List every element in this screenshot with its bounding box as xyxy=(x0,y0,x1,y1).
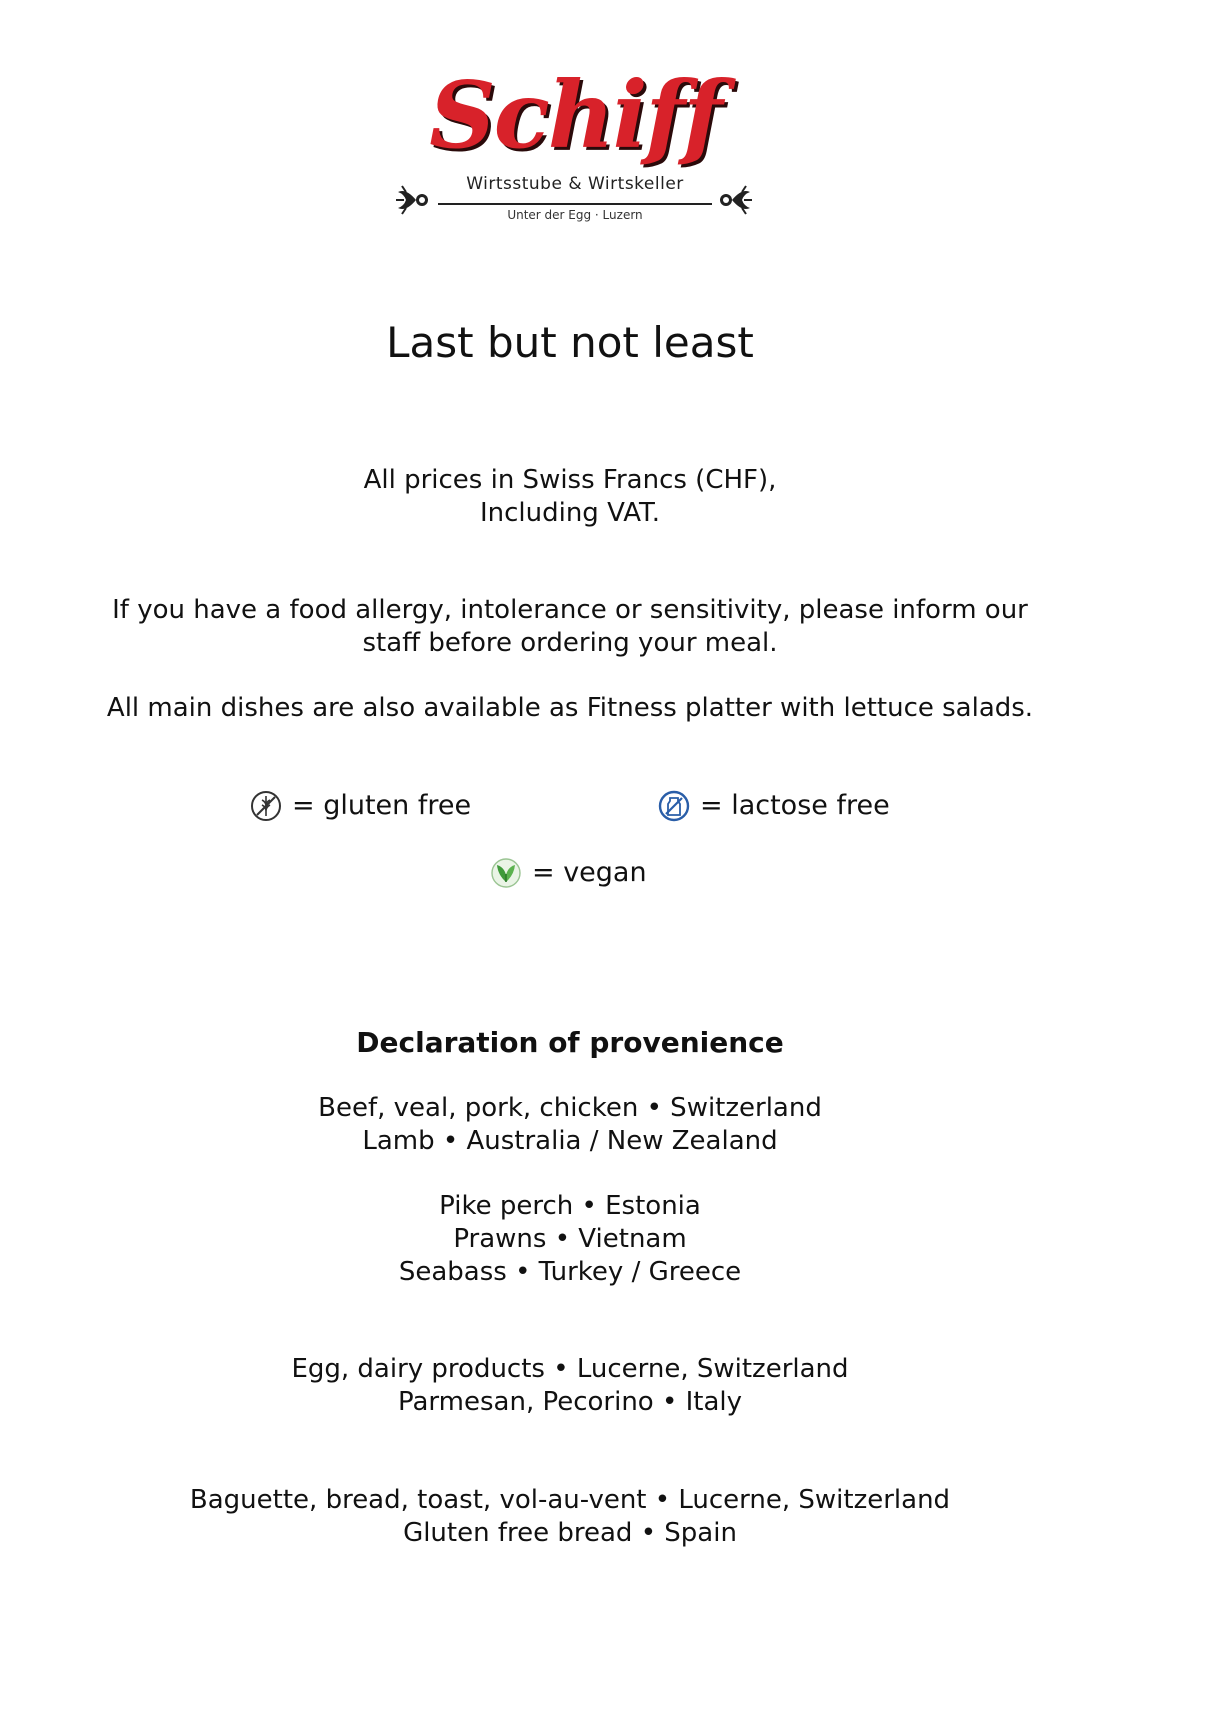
page-title: Last but not least xyxy=(386,318,754,367)
fish-line-3: Seabass • Turkey / Greece xyxy=(398,1257,742,1287)
restaurant-logo xyxy=(390,61,760,230)
logo-divider xyxy=(438,203,712,205)
allergy-line-2: staff before ordering your meal. xyxy=(362,628,778,658)
bread-line-2: Gluten free bread • Spain xyxy=(403,1518,737,1548)
legend-gluten-free xyxy=(250,789,471,822)
logo-place: Unter der Egg · Luzern xyxy=(507,208,643,222)
right-ornament-icon xyxy=(712,178,756,222)
allergy-note xyxy=(0,594,1140,660)
meat-line-2: Lamb • Australia / New Zealand xyxy=(362,1126,778,1156)
dairy-line-1: Egg, dairy products • Lucerne, Switzerland xyxy=(291,1354,849,1384)
legend-lactose-free xyxy=(658,789,890,822)
legend-vegan xyxy=(490,856,647,889)
legend-gluten-free-label: = gluten free xyxy=(292,790,472,821)
provenience-dairy xyxy=(0,1353,1140,1419)
logo-subtitle: Wirtsstube & Wirtskeller xyxy=(466,174,684,194)
meat-line-1: Beef, veal, pork, chicken • Switzerland xyxy=(318,1093,822,1123)
prices-note xyxy=(0,464,1140,530)
lactose-free-icon xyxy=(658,790,690,822)
prices-line-2: Including VAT. xyxy=(479,498,661,528)
fish-line-2: Prawns • Vietnam xyxy=(453,1224,687,1254)
logo-wordmark: Schiff xyxy=(429,61,721,169)
prices-line-1: All prices in Swiss Francs (CHF), xyxy=(363,465,777,495)
legend-lactose-free-label: = lactose free xyxy=(700,790,890,821)
allergy-line-1: If you have a food allergy, intolerance or sensitivity, please inform our xyxy=(112,595,1028,625)
left-ornament-icon xyxy=(392,178,436,222)
dairy-line-2: Parmesan, Pecorino • Italy xyxy=(397,1387,742,1417)
vegan-leaf-icon xyxy=(490,857,522,889)
legend-vegan-label: = vegan xyxy=(532,857,647,888)
provenience-bread xyxy=(0,1484,1140,1550)
provenience-fish xyxy=(0,1190,1140,1289)
fitness-note: All main dishes are also available as Fitness platter with lettuce salads. xyxy=(106,693,1034,723)
gluten-free-icon xyxy=(250,790,282,822)
fish-line-1: Pike perch • Estonia xyxy=(439,1191,701,1221)
provenience-meat xyxy=(0,1092,1140,1158)
bread-line-1: Baguette, bread, toast, vol-au-vent • Lucerne, Switzerland xyxy=(189,1485,951,1515)
provenience-heading: Declaration of provenience xyxy=(356,1026,784,1059)
